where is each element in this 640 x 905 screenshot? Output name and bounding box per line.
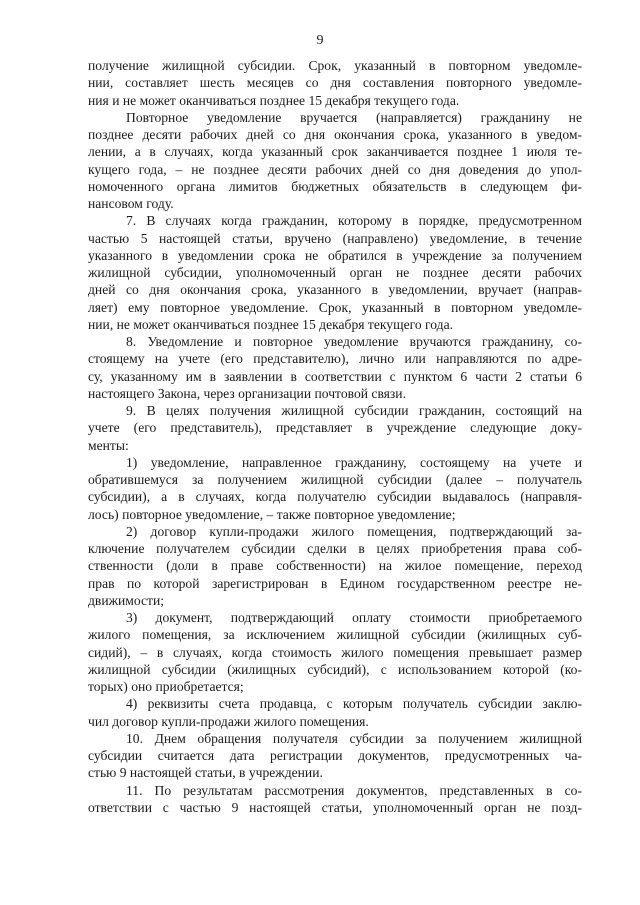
document-body bbox=[88, 57, 582, 816]
text-line: 9. В целях получения жилищной субсидии гражданин, состоящий на bbox=[126, 403, 582, 418]
text-line: ния и не может оканчиваться позднее 15 декабря текущего года. bbox=[88, 92, 460, 108]
text-line: ственности (доли в праве собственности) на жилое помещение, переход bbox=[88, 558, 582, 574]
text-line: получение жилищной субсидии. Срок, указанный в повторном уведомле- bbox=[88, 58, 582, 73]
text-line: указанного в уведомлении срока не обратился в учреждение за получением bbox=[88, 247, 582, 263]
text-line: 4) реквизиты счета продавца, с которым получатель субсидии заклю- bbox=[126, 696, 582, 712]
text-line: прав по которой зарегистрирован в Едином государственном реестре не- bbox=[88, 575, 582, 591]
text-line: нии, не может оканчиваться позднее 15 декабря текущего года. bbox=[88, 316, 454, 332]
text-line: 10. Днем обращения получателя субсидии за получением жилищной bbox=[126, 730, 582, 746]
text-line: стоящему на учете (его представителю), лично или направляются по адре- bbox=[88, 351, 582, 367]
text-line: движимости; bbox=[88, 592, 165, 608]
text-line: учете (его представитель), представляет в учреждение следующие доку- bbox=[88, 420, 582, 436]
text-line: ответствии с частью 9 настоящей статьи, уполномоченный орган не позд- bbox=[88, 799, 582, 815]
text-line: субсидии считается дата регистрации документов, предусмотренных ча- bbox=[88, 748, 582, 763]
text-line: позднее десяти рабочих дней со дня окончания срока, указанного в уведом- bbox=[88, 127, 582, 142]
text-line: 11. По результатам рассмотрения документов, представленных в со- bbox=[126, 782, 582, 798]
text-line: сидий), – в случаях, когда стоимость жилого помещения превышает размер bbox=[88, 644, 582, 660]
text-line: номоченного органа лимитов бюджетных обязательств в следующем фи- bbox=[88, 178, 582, 194]
text-line: Повторное уведомление вручается (направляется) гражданину не bbox=[126, 109, 582, 125]
text-line: настоящего Закона, через организации почтовой связи. bbox=[88, 385, 406, 401]
text-line: чил договор купли-продажи жилого помещения. bbox=[88, 713, 369, 729]
text-line: кущего года, – не позднее десяти рабочих дней со дня доведения до упол- bbox=[88, 161, 582, 177]
text-line: стью 9 настоящей статьи, в учреждении. bbox=[88, 765, 323, 781]
text-line: 3) документ, подтверждающий оплату стоимости приобретаемого bbox=[126, 610, 582, 625]
text-line: нансовом году. bbox=[88, 196, 174, 211]
text-line: субсидии), а в случаях, когда получателю субсидии выдавалось (направля- bbox=[88, 489, 582, 505]
text-line: лось) повторное уведомление, – также повторное уведомление; bbox=[88, 506, 456, 522]
text-line: су, указанному им в заявлении в соответствии с пунктом 6 части 2 статьи 6 bbox=[88, 368, 582, 384]
text-line: дней со дня окончания срока, указанного в уведомлении, вручает (направ- bbox=[88, 282, 582, 298]
text-line: частью 5 настоящей статьи, вручено (направлено) уведомление, в течение bbox=[88, 230, 582, 246]
text-line: жилищной субсидии (жилищных субсидий), с использованием которой (ко- bbox=[88, 661, 582, 677]
text-line: 1) уведомление, направленное гражданину, состоящему на учете и bbox=[126, 454, 582, 470]
text-line: нии, составляет шесть месяцев со дня составления повторного уведомле- bbox=[88, 75, 582, 91]
text-line: жилищной субсидии, уполномоченный орган не позднее десяти рабочих bbox=[88, 265, 582, 280]
text-line: обратившемуся за получением жилищной субсидии (далее – получатель bbox=[88, 472, 582, 487]
text-line: ключение получателем субсидии сделки в целях приобретения права соб- bbox=[88, 541, 582, 556]
text-line: лении, а в случаях, когда указанный срок заканчивается позднее 1 июля те- bbox=[88, 144, 582, 160]
text-line: жилого помещения, за исключением жилищной субсидии (жилищных суб- bbox=[88, 627, 582, 643]
text-line: менты: bbox=[88, 437, 129, 453]
text-line: 8. Уведомление и повторное уведомление вручаются гражданину, со- bbox=[126, 334, 582, 349]
text-line: торых) оно приобретается; bbox=[88, 679, 244, 694]
text-line: 7. В случаях когда гражданин, которому в порядке, предусмотренном bbox=[126, 213, 582, 229]
page-number: 9 bbox=[316, 33, 324, 48]
text-line: ляет) ему повторное уведомление. Срок, указанный в повторном уведомле- bbox=[88, 299, 582, 315]
text-line: 2) договор купли-продажи жилого помещения, подтверждающий за- bbox=[126, 523, 582, 539]
